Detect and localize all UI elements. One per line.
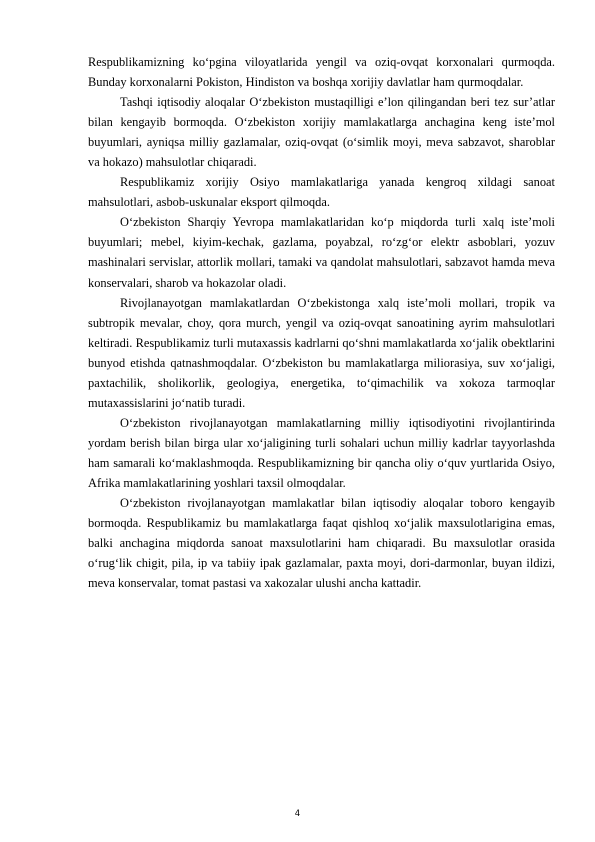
paragraph: Tashqi iqtisodiy aloqalar O‘zbekiston mustaqilligi e’lon qilingandan beri tez sur’atlar bilan kengayib bormoqda. O‘zbekiston xorijiy mamlakatlarga anchagina keng iste’mol buyumlari, ayniqsa milliy gazlamalar, oziq-ovqat (o‘simlik moyi, meva sabzavot, sharoblar va hokazo) mahsulotlar chiqaradi. [88,95,555,170]
paragraph: O‘zbekiston Sharqiy Yevropa mamlakatlaridan ko‘p miqdorda turli xalq iste’moli buyumlari; mebel, kiyim-kechak, gazlama, poyabzal, ro‘zg‘or elektr asboblari, yozuv mashinalari servislar, attorlik mollari, tamaki va qandolat mahsulotlari, sabzavot hamda meva konservalari, sharob va hokazolar oladi. [88,215,555,290]
page-number: 4 [294,809,301,819]
paragraph: O‘zbekiston rivojlanayotgan mamlakatlar bilan iqtisodiy aloqalar toboro kengayib bormoqda. Respublikamiz bu mamlakatlarga faqat qishloq xo‘jalik maxsulotlarigina emas, balki anchagina miqdorda sanoat maxsulotlarini ham chiqaradi. Bu maxsulotlar orasida o‘rug‘lik chigit, pila, ip va tabiiy ipak gazlamalar, paxta moyi, dori-darmonlar, buyan ildizi, meva konservalar, tomat pastasi va xakozalar ulushi ancha kattadir. [88,496,555,591]
document-body [88,52,555,593]
paragraph: Rivojlanayotgan mamlakatlardan O‘zbekistonga xalq iste’moli mollari, tropik va subtropik mevalar, choy, qora murch, yengil va oziq-ovqat sanoatining ayrim mahsulotlari keltiradi. Respublikamiz turli mutaxassis kadrlarni qo‘shni mamlakatlarda xo‘jalik obektlarini bunyod etishda qatnashmoqdalar. O‘zbekiston bu mamlakatlarga miliorasiya, suv xo‘jaligi, paxtachilik, sholikorlik, geologiya, energetika, to‘qimachilik va xokoza tarmoqlar mutaxassislarini jo‘natib turadi. [88,295,555,410]
paragraph: Respublikamiz xorijiy Osiyo mamlakatlariga yanada kengroq xildagi sanoat mahsulotlari, asbob-uskunalar eksport qilmoqda. [88,175,555,210]
paragraph: O‘zbekiston rivojlanayotgan mamlakatlarning milliy iqtisodiyotini rivojlantirinda yordam berish bilan birga ular xo‘jaligining turli sohalari uchun milliy kadrlar tayyorlashda ham samarali ko‘maklashmoqda. Respublikamizning bir qancha oliy o‘quv yurtlarida Osiyo, Afrika mamlakatlarining yoshlari taxsil olmoqdalar. [88,415,555,490]
paragraph: Respublikamizning ko‘pgina viloyatlarida yengil va oziq-ovqat korxonalari qurmoqda. Bunday korxonalarni Pokiston, Hindiston va boshqa xorijiy davlatlar ham qurmoqdalar. [88,55,555,90]
